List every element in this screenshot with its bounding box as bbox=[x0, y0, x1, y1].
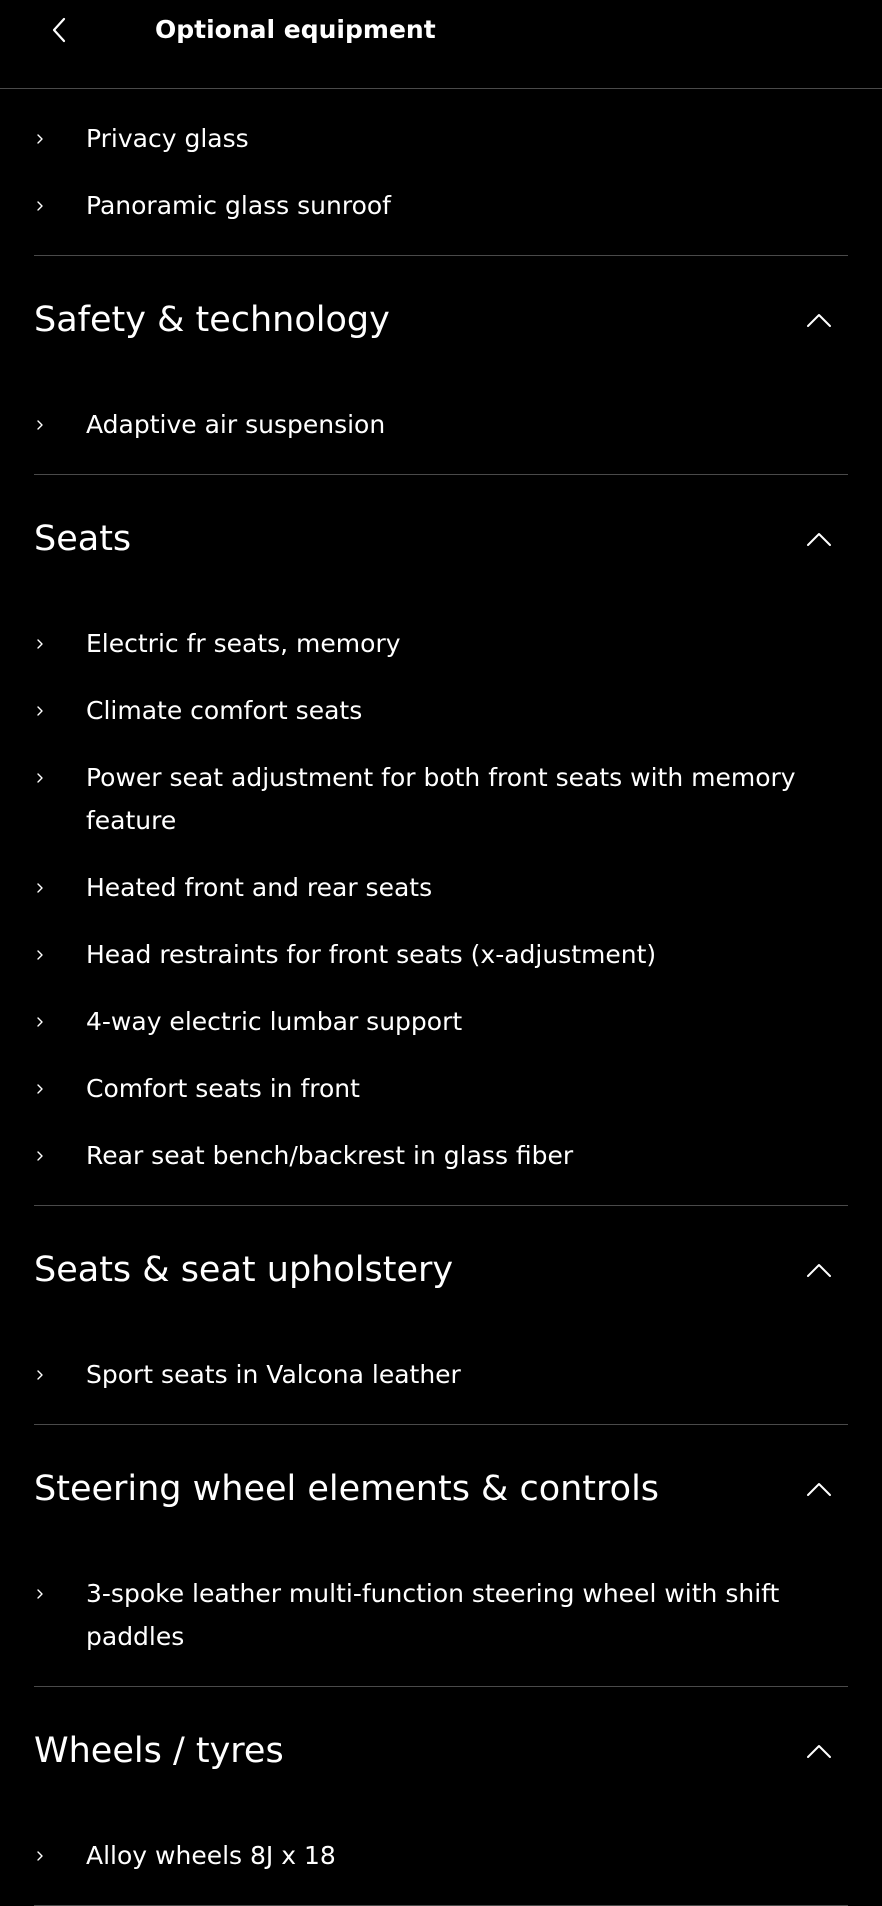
chevron-right-icon bbox=[34, 1134, 46, 1177]
list-item[interactable] bbox=[34, 105, 848, 172]
section-seats bbox=[34, 475, 848, 1206]
list-item[interactable] bbox=[34, 744, 848, 854]
chevron-right-icon bbox=[34, 1353, 46, 1396]
item-label: Panoramic glass sunroof bbox=[86, 191, 391, 220]
chevron-up-icon[interactable] bbox=[802, 522, 836, 556]
section-title: Seats bbox=[34, 518, 132, 559]
chevron-right-icon bbox=[34, 1000, 46, 1043]
section-title: Steering wheel elements & controls bbox=[34, 1468, 660, 1509]
chevron-left-icon bbox=[50, 15, 70, 45]
item-label: Sport seats in Valcona leather bbox=[86, 1360, 461, 1389]
list-item[interactable] bbox=[34, 1341, 848, 1408]
section-steering-wheel bbox=[34, 1425, 848, 1687]
list-item[interactable] bbox=[34, 1560, 848, 1670]
chevron-right-icon bbox=[34, 933, 46, 976]
list-item[interactable] bbox=[34, 677, 848, 744]
list-item[interactable] bbox=[34, 854, 848, 921]
section-header[interactable] bbox=[34, 256, 848, 383]
section-items bbox=[34, 383, 848, 474]
item-label: Heated front and rear seats bbox=[86, 873, 433, 902]
item-label: Head restraints for front seats (x-adjustment) bbox=[86, 940, 657, 969]
equipment-list bbox=[34, 89, 848, 1906]
item-label: Power seat adjustment for both front seats with memory feature bbox=[86, 763, 796, 835]
section-header[interactable] bbox=[34, 1206, 848, 1333]
item-label: Climate comfort seats bbox=[86, 696, 363, 725]
chevron-up-icon[interactable] bbox=[802, 1472, 836, 1506]
item-label: Privacy glass bbox=[86, 124, 249, 153]
section-items bbox=[34, 1814, 848, 1905]
item-label: 3-spoke leather multi-function steering wheel with shift paddles bbox=[86, 1579, 780, 1651]
section-items bbox=[34, 1552, 848, 1686]
chevron-right-icon bbox=[34, 403, 46, 446]
chevron-right-icon bbox=[34, 756, 46, 799]
item-label: Comfort seats in front bbox=[86, 1074, 360, 1103]
list-item[interactable] bbox=[34, 172, 848, 239]
chevron-right-icon bbox=[34, 184, 46, 227]
chevron-up-icon[interactable] bbox=[802, 303, 836, 337]
chevron-right-icon bbox=[34, 866, 46, 909]
chevron-right-icon bbox=[34, 622, 46, 665]
item-label: Adaptive air suspension bbox=[86, 410, 386, 439]
list-item[interactable] bbox=[34, 921, 848, 988]
chevron-right-icon bbox=[34, 1067, 46, 1110]
section-title: Seats & seat upholstery bbox=[34, 1249, 454, 1290]
item-label: Alloy wheels 8J x 18 bbox=[86, 1841, 336, 1870]
list-item[interactable] bbox=[34, 610, 848, 677]
section-exterior bbox=[34, 89, 848, 256]
back-button[interactable] bbox=[38, 8, 82, 52]
section-items bbox=[34, 89, 848, 255]
chevron-right-icon bbox=[34, 117, 46, 160]
item-label: Rear seat bench/backrest in glass fiber bbox=[86, 1141, 574, 1170]
chevron-right-icon bbox=[34, 1572, 46, 1615]
section-safety-technology bbox=[34, 256, 848, 475]
chevron-up-icon[interactable] bbox=[802, 1253, 836, 1287]
section-header[interactable] bbox=[34, 475, 848, 602]
chevron-up-icon[interactable] bbox=[802, 1734, 836, 1768]
section-seat-upholstery bbox=[34, 1206, 848, 1425]
section-title: Safety & technology bbox=[34, 299, 390, 340]
section-header[interactable] bbox=[34, 1425, 848, 1552]
list-item[interactable] bbox=[34, 1055, 848, 1122]
section-items bbox=[34, 602, 848, 1205]
list-item[interactable] bbox=[34, 988, 848, 1055]
list-item[interactable] bbox=[34, 1822, 848, 1889]
chevron-right-icon bbox=[34, 689, 46, 732]
app-header bbox=[0, 0, 882, 89]
section-header[interactable] bbox=[34, 1687, 848, 1814]
section-title: Wheels / tyres bbox=[34, 1730, 284, 1771]
item-label: Electric fr seats, memory bbox=[86, 629, 401, 658]
list-item[interactable] bbox=[34, 1122, 848, 1189]
section-wheels-tyres bbox=[34, 1687, 848, 1906]
item-label: 4-way electric lumbar support bbox=[86, 1007, 463, 1036]
page-title: Optional equipment bbox=[155, 15, 436, 44]
list-item[interactable] bbox=[34, 391, 848, 458]
section-items bbox=[34, 1333, 848, 1424]
chevron-right-icon bbox=[34, 1834, 46, 1877]
